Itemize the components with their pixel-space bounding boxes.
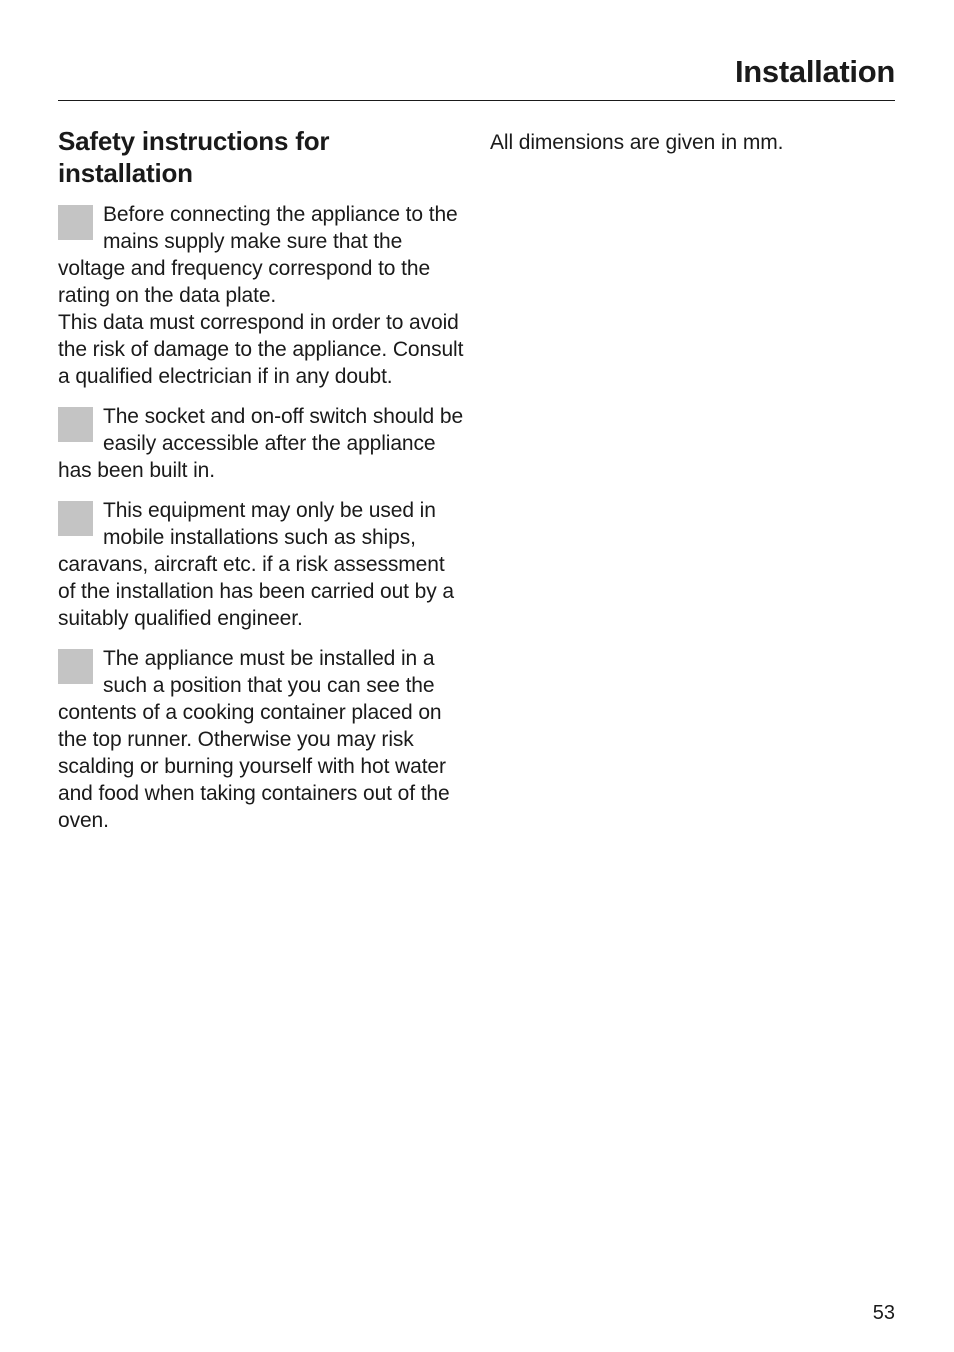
warning-block — [58, 645, 466, 834]
warning-text — [58, 201, 466, 390]
right-column — [490, 129, 895, 156]
warning-block — [58, 403, 466, 484]
warning-sentence-continued: This data must correspond in order to avoid the risk of damage to the appliance. Consult a qualified electrician if in any doubt. — [58, 311, 464, 388]
warning-block — [58, 497, 466, 632]
warning-square-icon — [58, 501, 93, 536]
warning-text: The socket and on-off switch should be easily accessible after the appliance has been built in. — [58, 405, 464, 482]
warning-square-icon — [58, 649, 93, 684]
page-header — [58, 50, 895, 101]
page-number: 53 — [872, 1302, 895, 1324]
warning-square-icon — [58, 407, 93, 442]
warning-sentence: Before connecting the appliance to the mains supply make sure that the voltage and frequency correspond to the rating on the data plate. — [58, 203, 458, 307]
left-column — [58, 125, 466, 847]
warning-text: The appliance must be installed in a such a position that you can see the contents of a cooking container placed on the top runner. Otherwise you may risk scalding or burning yourself with hot water and food when taking containers out of the oven. — [58, 647, 450, 832]
warning-text: This equipment may only be used in mobile installations such as ships, caravans, aircraft etc. if a risk assessment of the installation has been carried out by a suitably qualified engineer. — [58, 499, 454, 630]
section-heading: Safety instructions for installation — [58, 126, 330, 188]
page-title: Installation — [734, 54, 895, 89]
warning-square-icon — [58, 205, 93, 240]
warning-block — [58, 201, 466, 390]
dimensions-note: All dimensions are given in mm. — [490, 131, 784, 154]
